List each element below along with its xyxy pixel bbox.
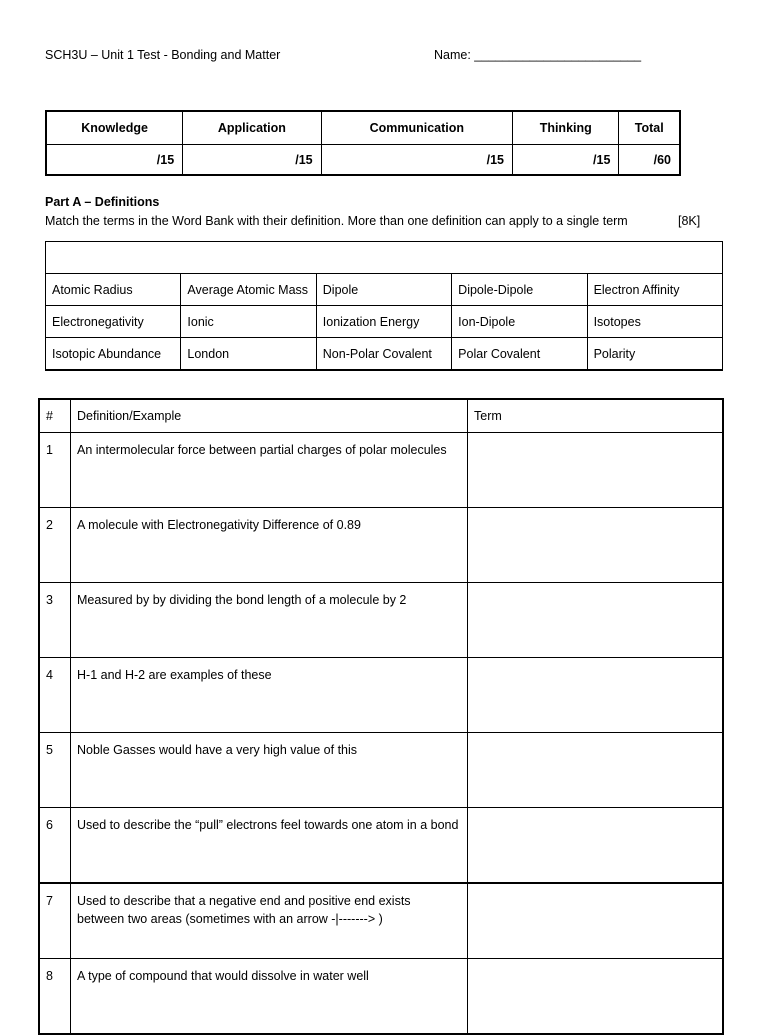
definition-row [39, 508, 723, 583]
term-answer-cell[interactable] [468, 583, 724, 658]
word-bank-term: Electronegativity [46, 306, 181, 338]
definition-text: A molecule with Electronegativity Difference of 0.89 [71, 508, 468, 583]
definitions-table [38, 398, 724, 1035]
marks-header-total: Total [619, 111, 680, 145]
word-bank-term: Electron Affinity [587, 274, 722, 306]
part-a-instructions: Match the terms in the Word Bank with their definition. More than one definition can apply to a single term [45, 214, 628, 228]
definition-number: 4 [39, 658, 71, 733]
name-field-label: Name: ________________________ [434, 48, 642, 62]
definition-number: 7 [39, 883, 71, 959]
word-bank-term: Isotopic Abundance [46, 338, 181, 371]
term-answer-cell[interactable] [468, 808, 724, 884]
word-bank-term: Polarity [587, 338, 722, 371]
word-bank-table [45, 241, 723, 371]
word-bank-term: Non-Polar Covalent [316, 338, 451, 371]
marks-table [45, 110, 681, 176]
word-bank-term: Atomic Radius [46, 274, 181, 306]
definition-number: 2 [39, 508, 71, 583]
definition-number: 5 [39, 733, 71, 808]
definition-number: 3 [39, 583, 71, 658]
word-bank-term: Polar Covalent [452, 338, 587, 371]
definitions-header-definition: Definition/Example [71, 399, 468, 433]
test-title: SCH3U – Unit 1 Test - Bonding and Matter [45, 48, 281, 62]
definition-text: A type of compound that would dissolve in water well [71, 959, 468, 1035]
marks-header-communication: Communication [321, 111, 512, 145]
term-answer-cell[interactable] [468, 658, 724, 733]
marks-header-knowledge: Knowledge [46, 111, 183, 145]
definition-number: 6 [39, 808, 71, 884]
word-bank-term: London [181, 338, 316, 371]
definition-text: Measured by by dividing the bond length of a molecule by 2 [71, 583, 468, 658]
part-a-points: [8K] [678, 214, 701, 228]
word-bank-term: Average Atomic Mass [181, 274, 316, 306]
definition-number: 1 [39, 433, 71, 508]
marks-value-communication: /15 [321, 145, 512, 176]
definition-number: 8 [39, 959, 71, 1035]
part-a-title: Part A – Definitions [45, 195, 160, 209]
marks-value-knowledge: /15 [46, 145, 183, 176]
definition-row [39, 959, 723, 1035]
definition-row [39, 433, 723, 508]
definition-text: Used to describe the “pull” electrons feel towards one atom in a bond [71, 808, 468, 884]
definition-text: An intermolecular force between partial charges of polar molecules [71, 433, 468, 508]
word-bank-header-blank [46, 242, 723, 274]
marks-value-thinking: /15 [513, 145, 619, 176]
term-answer-cell[interactable] [468, 508, 724, 583]
word-bank-term: Dipole-Dipole [452, 274, 587, 306]
marks-value-application: /15 [183, 145, 321, 176]
marks-value-total: /60 [619, 145, 680, 176]
definition-text: Noble Gasses would have a very high value of this [71, 733, 468, 808]
definition-row [39, 808, 723, 884]
definitions-header-number: # [39, 399, 71, 433]
word-bank-term: Isotopes [587, 306, 722, 338]
definitions-header-term: Term [468, 399, 724, 433]
definition-row [39, 883, 723, 959]
definition-text: Used to describe that a negative end and positive end exists between two areas (sometimes with an arrow -|-------> ) [71, 883, 468, 959]
word-bank-term: Ionic [181, 306, 316, 338]
term-answer-cell[interactable] [468, 433, 724, 508]
term-answer-cell[interactable] [468, 883, 724, 959]
definition-row [39, 658, 723, 733]
definition-row [39, 733, 723, 808]
term-answer-cell[interactable] [468, 959, 724, 1035]
definition-row [39, 583, 723, 658]
word-bank-term: Ion-Dipole [452, 306, 587, 338]
marks-header-application: Application [183, 111, 321, 145]
word-bank-term: Ionization Energy [316, 306, 451, 338]
word-bank-term: Dipole [316, 274, 451, 306]
marks-header-thinking: Thinking [513, 111, 619, 145]
definition-text: H-1 and H-2 are examples of these [71, 658, 468, 733]
term-answer-cell[interactable] [468, 733, 724, 808]
